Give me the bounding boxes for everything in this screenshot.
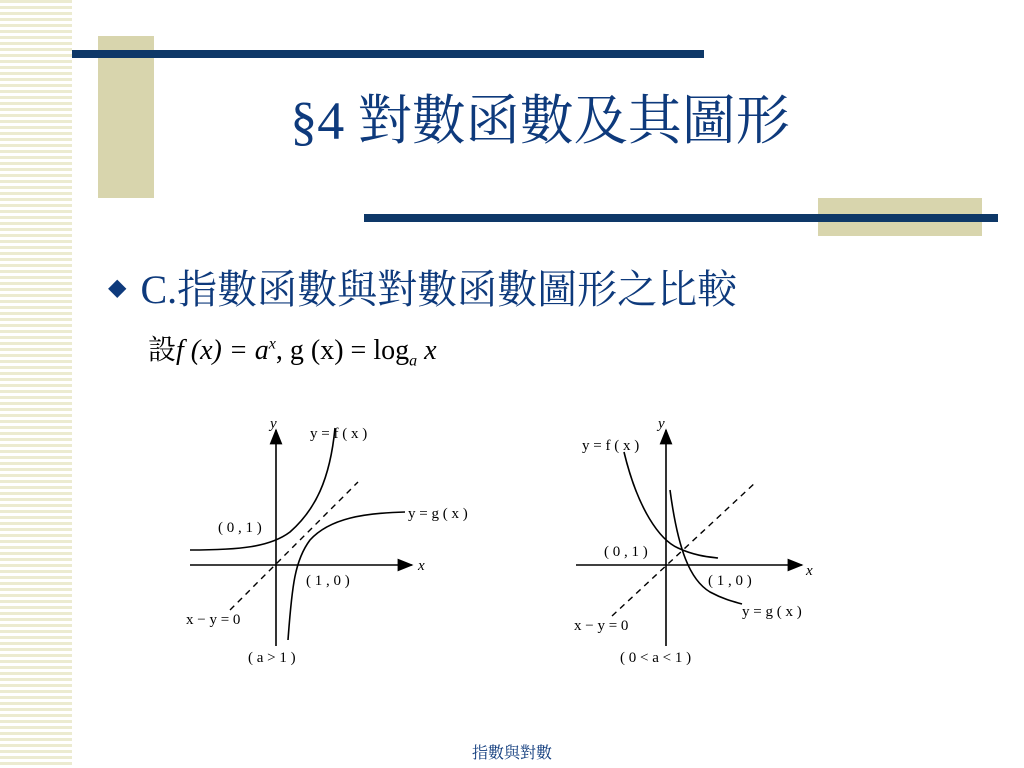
- bullet-text: C.指數函數與對數函數圖形之比較: [140, 267, 738, 312]
- slide-footer: 指數與對數: [471, 745, 552, 762]
- identity-line-label: x − y = 0: [574, 618, 629, 634]
- x-axis-label: x: [806, 563, 813, 579]
- x-axis-label: x: [418, 558, 425, 574]
- diamond-bullet-icon: ◆: [108, 275, 127, 301]
- f-curve-label: y = f ( x ): [582, 438, 640, 454]
- formula-exponent: x: [268, 335, 276, 353]
- f-curve-label: y = f ( x ): [310, 426, 368, 442]
- point-1-0-label: ( 1 , 0 ): [708, 573, 752, 589]
- formula-prefix: 設: [148, 335, 177, 366]
- exponential-curve: [624, 452, 718, 558]
- graph-a-between-0-and-1: [570, 410, 830, 670]
- graph-a-greater-than-1: [180, 410, 490, 670]
- formula-exp-function: f (x) = a: [176, 335, 269, 366]
- point-0-1-label: ( 0 , 1 ): [218, 520, 262, 536]
- bottom-divider-bar: [364, 214, 998, 222]
- formula-log-function: , g (x) = log: [275, 335, 410, 366]
- condition-label: ( 0 < a < 1 ): [620, 650, 692, 666]
- formula-log-arg: x: [417, 335, 437, 366]
- point-0-1-label: ( 0 , 1 ): [604, 544, 648, 560]
- identity-line-label: x − y = 0: [186, 612, 241, 628]
- y-axis-label: y: [270, 416, 277, 432]
- condition-label: ( a > 1 ): [248, 650, 296, 666]
- g-curve-label: y = g ( x ): [408, 506, 468, 522]
- definition-formula: [148, 328, 437, 371]
- top-divider-bar: [72, 50, 704, 58]
- left-stripe-decoration: [0, 0, 72, 768]
- exponential-curve: [190, 428, 335, 550]
- identity-line: [230, 482, 358, 610]
- title-accent-block: [98, 36, 154, 198]
- point-1-0-label: ( 1 , 0 ): [306, 573, 350, 589]
- slide-title: §4 對數函數及其圖形: [290, 91, 790, 151]
- bullet-item: [108, 258, 737, 315]
- y-axis-label: y: [658, 416, 665, 432]
- formula-log-base: a: [409, 352, 418, 370]
- g-curve-label: y = g ( x ): [742, 604, 802, 620]
